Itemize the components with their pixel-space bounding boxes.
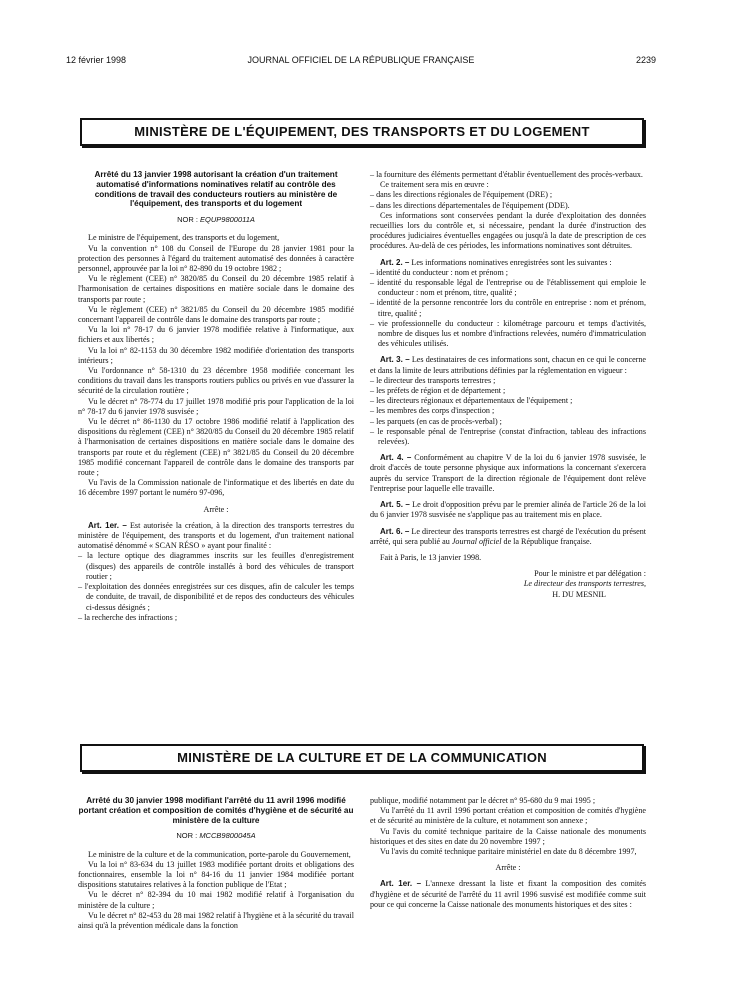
list-item: – les membres des corps d'inspection ; bbox=[370, 406, 495, 416]
list-item: – identité de la personne rencontrée lors du contrôle en entreprise : nom et prénom, titre, qualité ; bbox=[370, 298, 646, 318]
header-page-number: 2239 bbox=[635, 55, 656, 65]
visa: Vu le décret n° 82-453 du 28 mai 1982 relatif à l'hygiène et à la sécurité du travail ainsi qu'à la prévention médicale dans la fonction bbox=[78, 910, 354, 931]
list-item: – vie professionnelle du conducteur : kilométrage parcouru et temps d'activités, nombre de disques lus et nombre d'infractions relevées, numéro d'immatriculation des véhicules utilisés. bbox=[370, 318, 646, 349]
visa: Vu l'avis du comité technique paritaire de la Caisse nationale des monuments historiques et des sites en date du 20 novembre 1997 ; bbox=[370, 826, 646, 846]
list-item: – identité du conducteur : nom et prénom ; bbox=[370, 267, 509, 277]
visa: publique, modifié notamment par le décret n° 95-680 du 9 mai 1995 ; bbox=[370, 796, 596, 805]
visa: Vu l'ordonnance n° 58-1310 du 23 décembre 1958 modifiée concernant les conditions du travail dans les transports routiers publics ou privés en vue d'assurer la sécurité de la circulation routière ; bbox=[78, 366, 354, 396]
visa: Le ministre de l'équipement, des transports et du logement, bbox=[88, 233, 280, 243]
arrete1-nor: NOR : EQUP9800011A bbox=[177, 215, 255, 225]
article-2: Art. 2. – Les informations nominatives enregistrées sont les suivantes : bbox=[380, 257, 612, 267]
visa: Vu l'arrêté du 11 avril 1996 portant création et composition de comités d'hygiène et de sécurité au ministère de la culture, et notamment son annexe ; bbox=[370, 806, 646, 826]
signature-date: Fait à Paris, le 13 janvier 1998. bbox=[380, 552, 482, 562]
visa: Vu le décret n° 82-394 du 10 mai 1982 modifié relatif à l'organisation du ministère de la culture ; bbox=[78, 890, 354, 910]
list-item: – dans les directions régionales de l'équipement (DRE) ; bbox=[370, 190, 553, 200]
visa: Vu le règlement (CEE) n° 3820/85 du Conseil du 20 décembre 1985 relatif à l'harmonisation de certaines dispositions en matière sociale dans le domaine des transports par route ; bbox=[78, 274, 354, 304]
visa: Le ministre de la culture et de la communication, porte-parole du Gouvernement, bbox=[88, 849, 351, 859]
signature-line: Pour le ministre et par délégation : bbox=[534, 569, 646, 579]
list-item: – la recherche des infractions ; bbox=[78, 612, 178, 622]
ministry-heading-culture: MINISTÈRE DE LA CULTURE ET DE LA COMMUNICATION bbox=[80, 744, 644, 772]
paragraph: Ce traitement sera mis en œuvre : bbox=[380, 180, 489, 190]
list-item: – la fourniture des éléments permettant d'établir éventuellement des procès-verbaux. bbox=[370, 170, 643, 179]
list-item: – l'exploitation des données enregistrées sur ces disques, afin de calculer les temps de conduite, de travail, de disponibilité et de repos des conducteurs des véhicules ci-dessus désignés ; bbox=[78, 582, 354, 612]
signature-title: Le directeur des transports terrestres, bbox=[523, 579, 646, 589]
arrete1-left-column bbox=[78, 170, 354, 623]
ministry-heading-equipement: MINISTÈRE DE L'ÉQUIPEMENT, DES TRANSPORTS ET DU LOGEMENT bbox=[80, 118, 644, 146]
paragraph: Ces informations sont conservées pendant la durée d'exploitation des données recueillies lors du contrôle et, si nécessaire, pendant la durée d'instruction des procédures judiciaires éventuelles engagées ou jusqu'à la date de prescription de ces procédures. Au-delà de ces périodes, les informations nominatives sont détruites. bbox=[370, 210, 646, 251]
visa: Vu le décret n° 86-1130 du 17 octobre 1986 modifié relatif à l'application des dispositions du règlement (CEE) n° 3820/85 du Conseil du 20 décembre 1985 relatif à l'harmonisation de certaines dispositions en matière sociale dans le domaine des transports par route et du règlement (CEE) n° 3821/85 du Conseil du 20 décembre 1985 modifié concernant l'appareil de contrôle dans le domaine des transports par route ; bbox=[78, 417, 354, 478]
list-item: – les directeurs régionaux et départementaux de l'équipement ; bbox=[370, 396, 573, 406]
header-date: 12 février 1998 bbox=[66, 55, 127, 65]
visa: Vu le décret n° 78-774 du 17 juillet 1978 modifié pris pour l'application de la loi n° 78-17 du 6 janvier 1978 susvisée ; bbox=[78, 396, 354, 416]
arrete-heading: Arrête : bbox=[203, 504, 229, 514]
list-item: – les préfets de région et de département ; bbox=[370, 386, 506, 396]
list-item: – les parquets (en cas de procès-verbal) ; bbox=[370, 416, 502, 426]
article-6: Art. 6. – Le directeur des transports terrestres est chargé de l'exécution du présent arrêté, qui sera publié au Journal officiel de la République française. bbox=[370, 526, 646, 546]
visa: Vu la loi n° 83-634 du 13 juillet 1983 modifiée portant droits et obligations des fonctionnaires, ensemble la loi n° 84-16 du 11 janvier 1984 modifiée portant dispositions statutaires relatives à la fonction publique de l'Etat ; bbox=[78, 859, 354, 890]
arrete-heading: Arrête : bbox=[495, 863, 521, 873]
arrete2-right-column bbox=[370, 796, 646, 910]
article-1: Art. 1er. – L'annexe dressant la liste et fixant la composition des comités d'hygiène et de sécurité de l'arrêté du 11 avril 1996 susvisé est modifiée comme suit pour ce qui concerne la Caisse nationale des monuments historiques et des sites : bbox=[370, 879, 646, 909]
article-1: Art. 1er. – Est autorisée la création, à la direction des transports terrestres du ministère de l'équipement, des transports et du logement, d'un traitement national automatisé dénommé « SCAN RÉSO » ayant pour finalité : bbox=[78, 520, 354, 551]
list-item: – identité du responsable légal de l'entreprise ou de l'établissement qui emploie le conducteur : nom et prénom, titre, qualité ; bbox=[370, 278, 646, 298]
arrete1-title: Arrêté du 13 janvier 1998 autorisant la création d'un traitement automatisé d'informations nominatives relatif au contrôle des conditions de travail des conducteurs routiers au ministère de l'équipement, des transports et du logement bbox=[94, 170, 338, 209]
article-3: Art. 3. – Les destinataires de ces informations sont, chacun en ce qui le concerne et dans la limite de leurs attributions définies par la réglementation en vigueur : bbox=[370, 355, 646, 375]
arrete2-left-column bbox=[78, 796, 354, 931]
visa: Vu la loi n° 78-17 du 6 janvier 1978 modifiée relative à l'informatique, aux fichiers et aux libertés ; bbox=[78, 325, 354, 345]
arrete2-title: Arrêté du 30 janvier 1998 modifiant l'arrêté du 11 avril 1996 modifié portant création et composition de comités d'hygiène et de sécurité au ministère de la culture bbox=[78, 796, 354, 825]
visa: Vu l'avis de la Commission nationale de l'informatique et des libertés en date du 16 décembre 1997 portant le numéro 97-096, bbox=[78, 478, 354, 498]
arrete2-nor: NOR : MCCB9800045A bbox=[176, 831, 256, 841]
visa: Vu le règlement (CEE) n° 3821/85 du Conseil du 20 décembre 1985 modifié concernant l'appareil de contrôle dans le domaine des transports par route ; bbox=[78, 304, 354, 325]
article-5: Art. 5. – Le droit d'opposition prévu par le premier alinéa de l'article 26 de la loi du 6 janvier 1978 susvisée ne s'applique pas au traitement mis en place. bbox=[370, 500, 647, 520]
list-item: – dans les directions départementales de l'équipement (DDE). bbox=[370, 200, 570, 210]
signatory-name: H. DU MESNIL bbox=[552, 589, 606, 599]
list-item: – le directeur des transports terrestres ; bbox=[370, 375, 496, 385]
visa: Vu l'avis du comité technique paritaire ministériel en date du 8 décembre 1997, bbox=[380, 847, 637, 857]
visa: Vu la loi n° 82-1153 du 30 décembre 1982 modifiée d'orientation des transports intérieurs ; bbox=[78, 345, 354, 365]
list-item: – la lecture optique des diagrammes inscrits sur les feuilles d'enregistrement (disques) des appareils de contrôle installés à bord des véhicules de transport routier ; bbox=[78, 551, 354, 581]
arrete1-right-column bbox=[370, 170, 646, 600]
visa: Vu la convention n° 108 du Conseil de l'Europe du 28 janvier 1981 pour la protection des personnes à l'égard du traitement automatisé des données à caractère personnel, approuvée par la loi n° 82-890 du 19 octobre 1982 ; bbox=[78, 243, 354, 273]
article-4: Art. 4. – Conformément au chapitre V de la loi du 6 janvier 1978 susvisée, le droit d'accès de toute personne physique aux informations la concernant s'exercera auprès du service Transport de la direction régionale de l'équipement dont relève l'entreprise pour laquelle elle travaille. bbox=[370, 453, 647, 493]
list-item: – le responsable pénal de l'entreprise (constat d'infraction, tableau des infractions relevées). bbox=[370, 426, 646, 447]
header-journal: JOURNAL OFFICIEL DE LA RÉPUBLIQUE FRANÇAISE bbox=[247, 55, 475, 65]
